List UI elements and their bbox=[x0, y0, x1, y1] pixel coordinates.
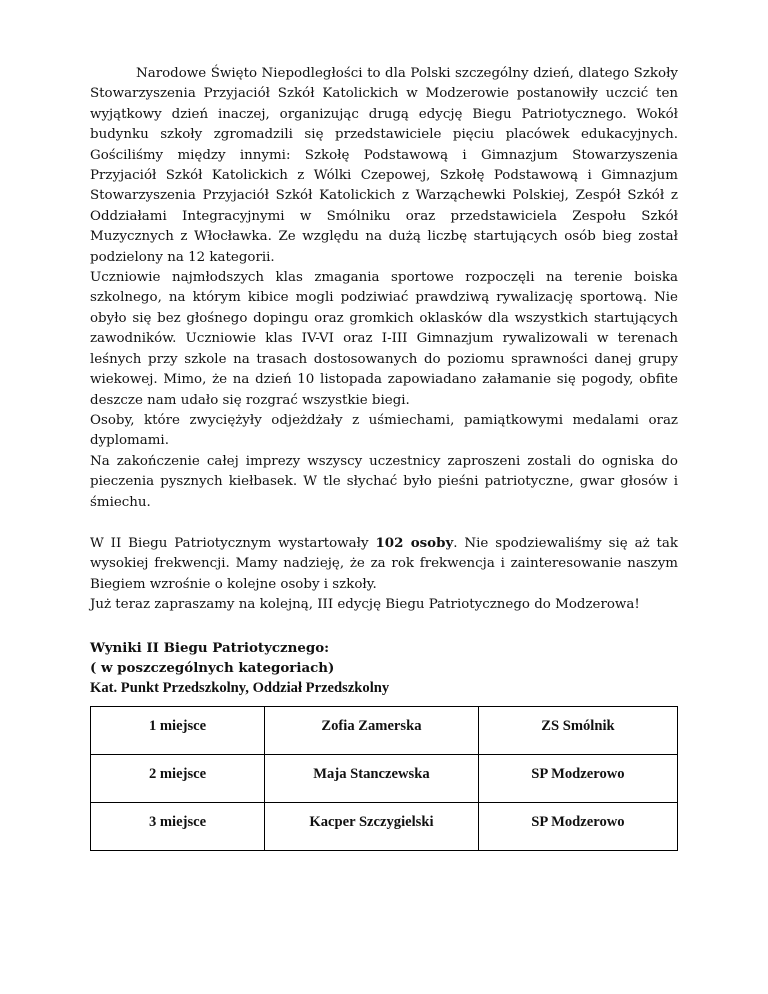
results-table-wrapper bbox=[90, 706, 678, 831]
bonfire-paragraph: Na zakończenie całej imprezy wszyscy uczestnicy zaproszeni zostali do ogniska do pieczenia pysznych kiełbasek. W tle słychać było pieśni patriotyczne, gwar głosów i śmiechu. bbox=[90, 453, 678, 510]
name-cell: Kacper Szczygielski bbox=[265, 803, 479, 851]
summary-text-after: . Nie spodziewaliśmy się aż tak wysokiej frekwencji. Mamy nadzieję, że za rok frekwencja i zainteresowanie naszym Biegiem wzrośnie o kolejne osoby i szkoły. bbox=[90, 535, 678, 592]
closing-paragraph: Już teraz zapraszamy na kolejną, III edycję Biegu Patriotycznego do Modzerowa! bbox=[90, 597, 640, 613]
spacer bbox=[90, 513, 678, 533]
spacer bbox=[90, 616, 678, 638]
summary-paragraph bbox=[90, 533, 678, 595]
winners-paragraph: Osoby, które zwyciężyły odjeżdżały z uśmiechami, pamiątkowymi medalami oraz dyplomami. bbox=[90, 412, 678, 449]
summary-text-before: W II Biegu Patriotycznym wystartowały bbox=[90, 535, 376, 551]
name-cell: Zofia Zamerska bbox=[265, 707, 479, 755]
intro-paragraph: Narodowe Święto Niepodległości to dla Polski szczególny dzień, dlatego Szkoły Stowarzyszenia Przyjaciół Szkół Katolickich w Modzerowie postanowiły uczcić ten wyjątkowy dzień inaczej, organizując drugą edycję Biegu Patriotycznego. Wokół budynku szkoły zgromadzili się przedstawiciele pięciu placówek edukacyjnych. Gościliśmy między innymi: Szkołę Podstawową i Gimnazjum Stowarzyszenia Przyjaciół Szkół Katolickich z Wólki Czepowej, Szkołę Podstawową i Gimnazjum Stowarzyszenia Przyjaciół Szkół Katolickich z Warząchewki Polskiej, Zespół Szkół z Oddziałami Integracyjnymi w Smólniku oraz przedstawiciela Zespołu Szkół Muzycznych z Włocławka. Ze względu na dużą liczbę startujących osób bieg został podzielony na 12 kategorii. bbox=[90, 66, 678, 265]
participant-count: 102 osoby bbox=[375, 534, 454, 551]
place-cell: 3 miejsce bbox=[91, 803, 265, 851]
race-paragraph: Uczniowie najmłodszych klas zmagania sportowe rozpoczęli na terenie boiska szkolnego, na którym kibice mogli podziwiać prawdziwą rywalizację sportową. Nie obyło się bez głośnego dopingu oraz gromkich oklasków dla wszystkich startujących zawodników. Uczniowie klas IV-VI oraz I-III Gimnazjum rywalizowali w terenach leśnych przy szkole na trasach dostosowanych do poziomu sprawności danej grupy wiekowej. Mimo, że na dzień 10 listopada zapowiadano załamanie się pogody, obfite deszcze nam udało się rozgrać wszystkie biegi. bbox=[90, 270, 678, 408]
table-row bbox=[91, 707, 678, 755]
results-table bbox=[90, 706, 678, 851]
school-cell: SP Modzerowo bbox=[478, 803, 677, 851]
document-page bbox=[90, 64, 678, 831]
results-heading: Wyniki II Biegu Patriotycznego: bbox=[90, 639, 330, 656]
place-cell: 2 miejsce bbox=[91, 755, 265, 803]
results-subheading: ( w poszczególnych kategoriach) bbox=[90, 659, 335, 676]
school-cell: SP Modzerowo bbox=[478, 755, 677, 803]
table-row bbox=[91, 755, 678, 803]
name-cell: Maja Stanczewska bbox=[265, 755, 479, 803]
category-label: Kat. Punkt Przedszkolny, Oddział Przedszkolny bbox=[90, 680, 390, 697]
school-cell: ZS Smólnik bbox=[478, 707, 677, 755]
place-cell: 1 miejsce bbox=[91, 707, 265, 755]
table-row bbox=[91, 803, 678, 851]
